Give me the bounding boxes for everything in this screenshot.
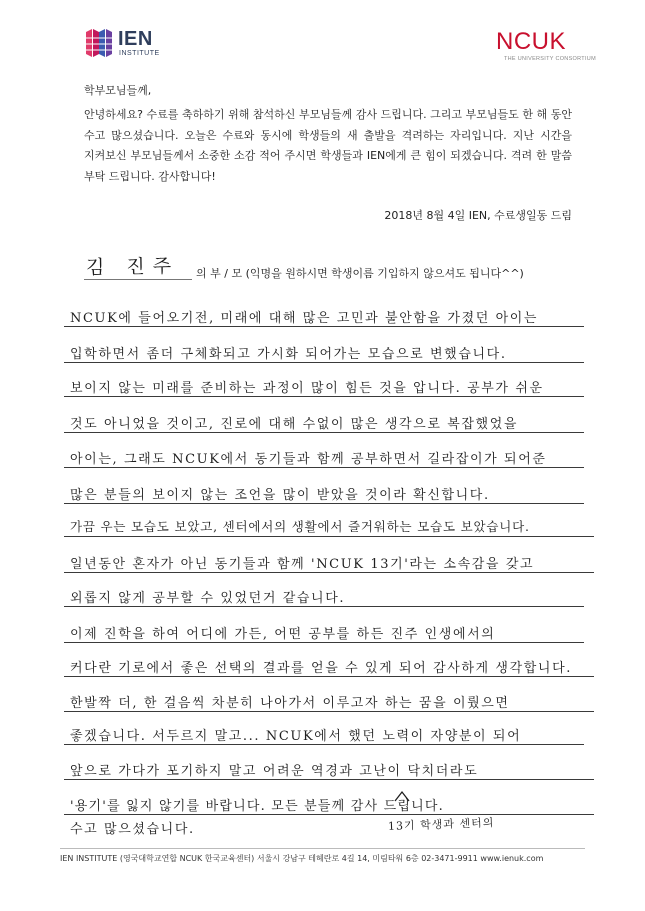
handwritten-line: 수고 많으셨습니다. <box>70 822 195 837</box>
ncuk-logo <box>496 28 606 62</box>
footer-contact: IEN INSTITUTE (영국대학교연합 NCUK 한국교육센터) 서울시 강남구 테헤란로 4길 14, 미림타워 6층 02-3471-9911 www.ienuk.com <box>60 854 544 863</box>
ruled-line <box>64 326 584 327</box>
ruled-line <box>64 503 584 504</box>
letter-salutation: 학부모님들께, <box>84 84 152 97</box>
ruled-line <box>64 814 594 815</box>
ien-logo-text: IEN <box>118 28 153 50</box>
name-underline <box>84 279 192 280</box>
ruled-line <box>64 536 594 537</box>
handwritten-line: 일년동안 혼자가 아닌 동기들과 함께 'NCUK 13기'라는 소속감을 갖고 <box>70 557 535 572</box>
ncuk-logo-text: NCUK <box>496 28 567 55</box>
letter-date-signature: 2018년 8월 4일 IEN, 수료생일동 드림 <box>384 209 572 222</box>
ruled-line <box>64 779 594 780</box>
ruled-line <box>64 467 584 468</box>
ruled-line <box>64 744 584 745</box>
handwritten-line: 가끔 우는 모습도 보았고, 센터에서의 생활에서 즐거워하는 모습도 보았습니다. <box>70 519 530 534</box>
handwritten-line: 좋겠습니다. 서두르지 말고... NCUK에서 했던 노력이 자양분이 되어 <box>70 729 522 744</box>
handwritten-line: 이제 진학을 하여 어디에 가든, 어떤 공부를 하든 진주 인생에서의 <box>70 627 496 642</box>
ruled-line <box>64 676 594 677</box>
letter-body: 안녕하세요? 수료를 축하하기 위해 참석하신 부모님들께 감사 드립니다. 그리고 부모님들도 한 해 동안 수고 많으셨습니다. 오늘은 수료와 동시에 학생들의 새 출발을 격려하는 자리입니다. 지난 시간을 지켜보신 부모님들께서 소중한 소감 적어 주시면 학생들과 IEN에게 큰 힘이 되겠습니다. 격려 한 말씀 부탁 드립니다. 감사합니다! <box>84 108 572 183</box>
handwritten-line: 입학하면서 좀더 구체화되고 가시화 되어가는 모습으로 변했습니다. <box>70 347 507 362</box>
handwritten-line: 외롭지 않게 공부할 수 있었던거 같습니다. <box>70 591 346 606</box>
footer-divider <box>60 848 585 849</box>
handwritten-line: 많은 분들의 보이지 않는 조언을 많이 받았을 것이라 확신합니다. <box>70 488 490 503</box>
ien-institute-logo <box>84 26 194 62</box>
ncuk-logo-subtitle: THE UNIVERSITY CONSORTIUM <box>504 56 596 62</box>
handwritten-line: 커다란 기로에서 좋은 선택의 결과를 얻을 수 있게 되어 감사하게 생각합니다. <box>70 661 572 676</box>
ruled-line <box>64 606 584 607</box>
ruled-line <box>64 396 584 397</box>
parent-label: 의 부 / 모 (익명을 원하시면 학생이름 기입하지 않으셔도 됩니다^^) <box>196 267 524 280</box>
handwritten-line: NCUK에 들어오기전, 미래에 대해 많은 고민과 불안함을 가졌던 아이는 <box>70 311 539 326</box>
ruled-line <box>64 642 584 643</box>
handwritten-line: 앞으로 가다가 포기하지 말고 어려운 역경과 고난이 닥치더라도 <box>70 764 479 779</box>
handwritten-line: 아이는, 그래도 NCUK에서 동기들과 함께 공부하면서 길라잡이가 되어준 <box>70 452 547 467</box>
ruled-line <box>64 572 594 573</box>
ruled-line <box>64 362 584 363</box>
insertion-caret-icon <box>394 790 410 802</box>
handwritten-line: 것도 아니었을 것이고, 진로에 대해 수없이 많은 생각으로 복잡했었을 <box>70 417 519 432</box>
ruled-line <box>64 711 594 712</box>
student-name-handwritten: 김 진주 <box>85 255 180 279</box>
handwritten-line: '용기'를 잃지 않기를 바랍니다. 모든 분들께 감사 드립니다. <box>70 799 444 814</box>
ruled-line <box>64 432 584 433</box>
handwritten-line: 한발짝 더, 한 걸음씩 차분히 나아가서 이루고자 하는 꿈을 이뤘으면 <box>70 696 510 711</box>
ien-logo-mark-icon <box>84 26 114 60</box>
handwritten-line: 보이지 않는 미래를 준비하는 과정이 많이 힘든 것을 압니다. 공부가 쉬운 <box>70 381 544 396</box>
handwritten-signature: 13기 학생과 센터의 <box>387 816 495 833</box>
ien-logo-subtitle: INSTITUTE <box>119 50 160 57</box>
